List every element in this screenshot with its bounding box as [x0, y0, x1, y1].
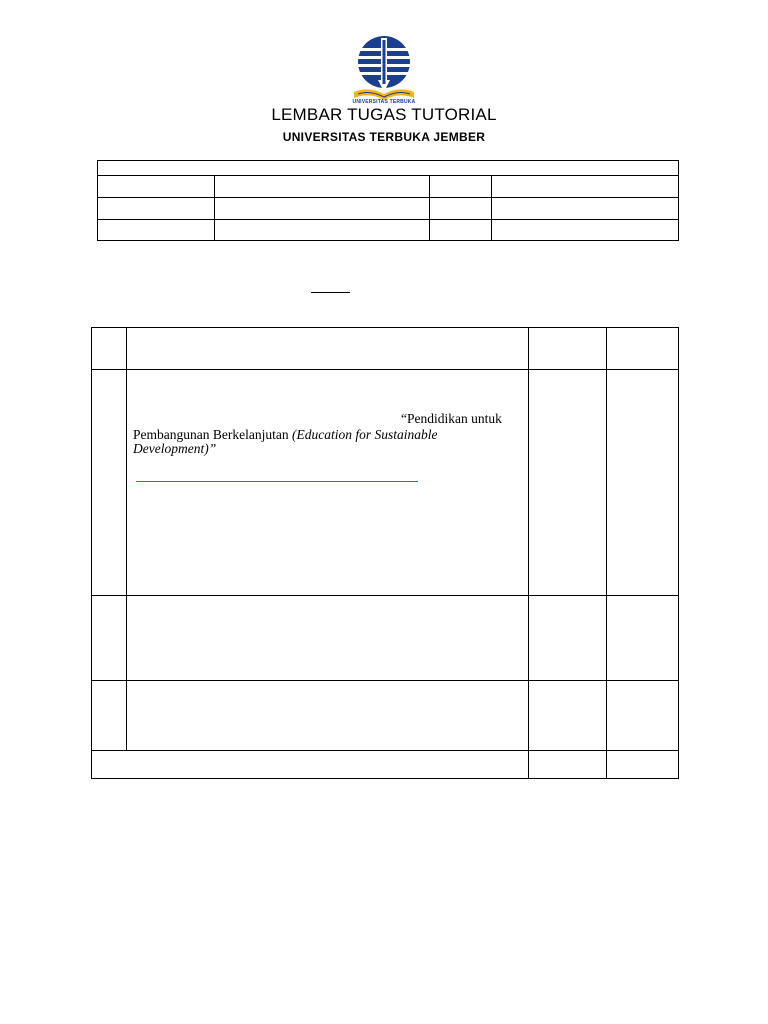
table-border	[91, 680, 679, 681]
table-border	[126, 327, 127, 751]
task-text-italic: (Education for Sustainable	[291, 427, 438, 442]
table-border	[91, 778, 679, 779]
table-border	[91, 327, 679, 328]
table-border	[91, 750, 679, 751]
task-quote-start: “Pendidikan untuk	[401, 411, 502, 426]
university-logo	[350, 36, 418, 106]
page-title: LEMBAR TUGAS TUTORIAL	[271, 105, 497, 124]
underline-mark	[311, 292, 350, 293]
table-border	[214, 175, 215, 241]
table-border	[97, 175, 679, 176]
table-border	[91, 595, 679, 596]
task-text-line3: Development)”	[133, 441, 217, 456]
table-border	[97, 160, 98, 241]
table-border	[678, 160, 679, 241]
table-border	[97, 240, 679, 241]
table-border	[429, 175, 430, 241]
table-border	[91, 369, 679, 370]
logo-caption: UNIVERSITAS TERBUKA	[352, 99, 416, 105]
table-border	[678, 327, 679, 779]
task-text-normal: Pembangunan Berkelanjutan	[133, 427, 292, 442]
table-border	[528, 327, 529, 779]
table-border	[606, 327, 607, 779]
table-border	[97, 219, 679, 220]
table-border	[97, 160, 679, 161]
table-border	[91, 327, 92, 779]
table-border	[97, 197, 679, 198]
page-subtitle: UNIVERSITAS TERBUKA JEMBER	[282, 130, 486, 144]
hyperlink-underline[interactable]	[136, 481, 418, 482]
table-border	[491, 175, 492, 241]
